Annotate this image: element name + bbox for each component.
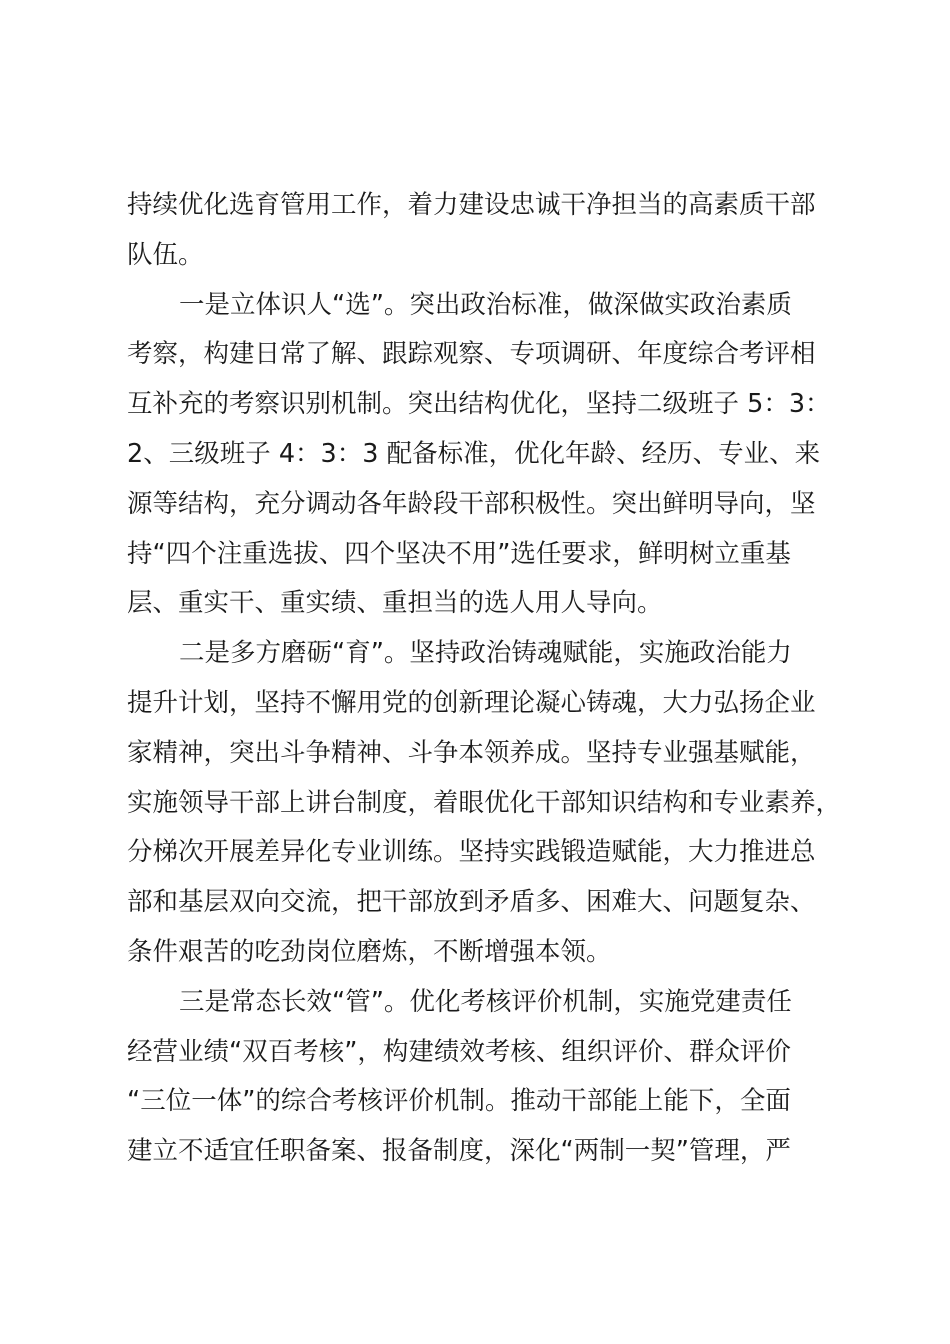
text-line: 部和基层双向交流，把干部放到矛盾多、困难大、问题复杂、 [127, 887, 816, 918]
text-line: 一是立体识人“选”。突出政治标准，做深做实政治素质 [179, 289, 792, 320]
text-line: 源等结构，充分调动各年龄段干部积极性。突出鲜明导向，坚 [127, 488, 816, 519]
text-line: 二是多方磨砺“育”。坚持政治铸魂赋能，实施政治能力 [179, 638, 792, 669]
text-line: 建立不适宜任职备案、报备制度，深化“两制一契”管理，严 [127, 1136, 791, 1167]
text-line: 经营业绩“双百考核”，构建绩效考核、组织评价、群众评价 [127, 1036, 791, 1067]
text-line: 队伍。 [127, 239, 204, 270]
text-line: 三是常态长效“管”。优化考核评价机制，实施党建责任 [179, 986, 792, 1017]
paragraph-cultivate [127, 629, 842, 978]
text-line: 互补充的考察识别机制。突出结构优化，坚持二级班子 5：3： [127, 389, 831, 420]
text-line: 2、三级班子 4：3：3 配备标准，优化年龄、经历、专业、来 [127, 438, 821, 469]
text-line: 实施领导干部上讲台制度，着眼优化干部知识结构和专业素养， [127, 787, 842, 818]
text-line: 家精神，突出斗争精神、斗争本领养成。坚持专业强基赋能， [127, 737, 816, 768]
text-line: 层、重实干、重实绩、重担当的选人用人导向。 [127, 588, 663, 619]
text-line: 考察，构建日常了解、跟踪观察、专项调研、年度综合考评相 [127, 339, 816, 370]
paragraph-manage [127, 978, 833, 1177]
text-line: 持续优化选育管用工作，着力建设忠诚干净担当的高素质干部 [127, 190, 816, 220]
text-line: “三位一体”的综合考核评价机制。推动干部能上能下，全面 [127, 1086, 791, 1117]
text-line: 提升计划，坚持不懈用党的创新理论凝心铸魂，大力弘扬企业 [127, 687, 816, 718]
text-line: 持“四个注重选拔、四个坚决不用”选任要求，鲜明树立重基 [127, 538, 791, 569]
text-line: 条件艰苦的吃劲岗位磨炼，不断增强本领。 [127, 936, 612, 967]
paragraph-intro [127, 181, 833, 281]
body-text [127, 181, 842, 1177]
text-line: 分梯次开展差异化专业训练。坚持实践锻造赋能，大力推进总 [127, 837, 816, 868]
paragraph-select [127, 281, 833, 630]
